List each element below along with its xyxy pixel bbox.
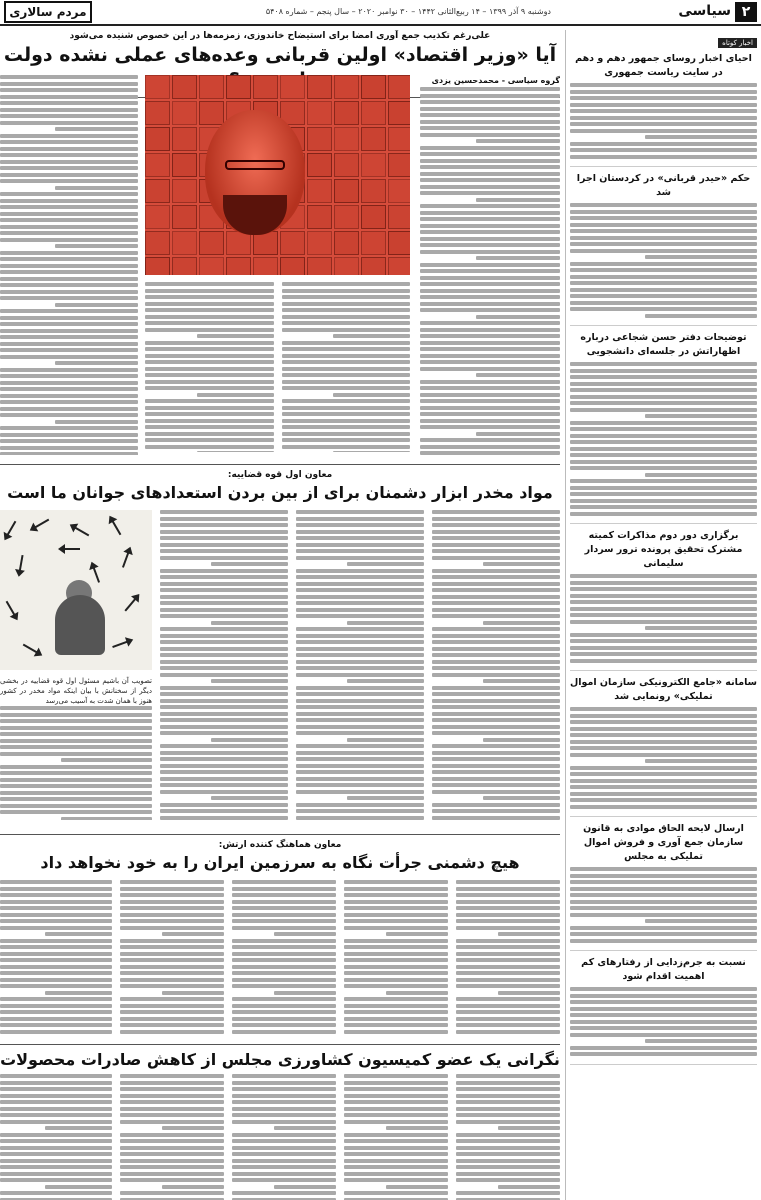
sidebar-story-title: سامانه «جامع الکترونیکی سازمان اموال تملیکی» رونمایی شد [570,677,757,702]
sidebar-story-title: برگزاری دور دوم مذاکرات کمیته مشترک تحقیق پرونده ترور سردار سلیمانی [584,530,743,569]
judiciary-kicker: معاون اول قوه قضاییه: [227,470,333,480]
agri-column-2 [344,1074,448,1200]
army-kicker: معاون هماهنگ کننده ارتش: [218,840,342,850]
finance-minister-photo [145,75,410,275]
section-name: سیاسی [678,3,731,19]
sidebar-story [570,172,757,326]
body-text-lines [120,880,224,1035]
agriculture-headline: نگرانی یک عضو کمیسیون کشاورزی مجلس از کاهش صادرات محصولات [0,1050,560,1069]
dateline: دوشنبه ۹ آذر ۱۳۹۹ – ۱۴ ربیع‌الثانی ۱۴۴۲ – ۳۰ نوامبر ۲۰۲۰ – سال پنجم – شماره ۵۴۰۸ [265,7,551,16]
army-column-3 [232,880,336,1035]
army-column-4 [120,880,224,1035]
army-headline: هیچ دشمنی جرأت نگاه به سرزمین ایران را به خود نخواهد داد [40,853,520,872]
lead-column-1 [420,75,560,455]
body-text-lines [296,510,424,820]
body-text-lines [344,1074,448,1200]
sidebar-news-briefs [565,30,761,1200]
body-text-lines [570,707,757,809]
page-number: ۲ [735,2,757,22]
agri-column-1 [456,1074,560,1200]
sidebar-story [570,956,757,1065]
body-text-lines [282,282,410,452]
body-text-lines [570,867,757,943]
body-text-lines [120,1074,224,1200]
masthead [0,0,761,26]
sidebar-tag: اخبار کوتاه [718,38,757,48]
body-text-lines [160,510,288,820]
army-column-1 [456,880,560,1035]
body-text-lines [344,880,448,1035]
judiciary-column-1 [432,510,560,820]
lead-column-4 [0,75,138,455]
body-text-lines [232,880,336,1035]
sidebar-story-title: احیای اخبار روسای جمهور دهم و دهم در سایت ریاست جمهوری [575,53,752,78]
lead-article [0,30,560,455]
sidebar-story [570,529,757,671]
sidebar-story [570,331,757,524]
agri-column-4 [120,1074,224,1200]
body-text-lines [0,880,112,1035]
body-text-lines [570,362,757,516]
judiciary-column-4 [0,676,152,820]
photo-caption: تصویب آن باشیم مسئول اول قوه قضاییه در بخشی دیگر از سخنانش با بیان اینکه مواد مخدر در کشور هنوز با همان شدت به آسیب می‌رسد [0,677,152,705]
lead-byline: گروه سیاسی - محمدحسین یزدی [431,76,560,85]
sidebar-story-title: ارسال لایحه الحاق موادی به قانون سازمان جمع آوری و فروش اموال تملیکی به مجلس [583,823,744,862]
body-text-lines [145,282,274,452]
body-text-lines [0,706,152,820]
body-text-lines [456,880,560,1035]
body-text-lines [420,87,560,455]
judiciary-article [0,460,560,825]
sidebar-story-title: توضیحات دفتر حسن شجاعی درباره اظهاراتش در جلسه‌ای دانشجویی [580,332,747,357]
sidebar-story [570,52,757,167]
army-article [0,830,560,1035]
lead-column-2 [282,282,410,452]
lead-column-3 [145,282,274,452]
lead-headline: آیا «وزیر اقتصاد» اولین قربانی وعده‌های عملی نشده دولت [3,44,557,66]
army-column-2 [344,880,448,1035]
sidebar-story-title: نسبت به جرم‌زدایی از رفتارهای کم اهمیت اقدام شود [581,957,746,982]
judiciary-headline: مواد مخدر ابزار دشمنان برای از بین بردن استعدادهای جوانان ما است [7,483,553,502]
body-text-lines [570,574,757,663]
body-text-lines [456,1074,560,1200]
agriculture-article [0,1040,560,1200]
body-text-lines [232,1074,336,1200]
body-text-lines [432,510,560,820]
judiciary-column-3 [160,510,288,820]
arrows-photo [0,510,152,670]
sidebar-story [570,676,757,817]
sidebar-story-title: حکم «حیدر قربانی» در کردستان اجرا شد [576,173,751,198]
sidebar-story [570,822,757,951]
main-content [0,30,560,1200]
body-text-lines [570,203,757,318]
body-text-lines [570,83,757,159]
body-text-lines [570,987,757,1056]
body-text-lines [0,1074,112,1200]
judiciary-column-2 [296,510,424,820]
body-text-lines [0,75,138,455]
agri-column-3 [232,1074,336,1200]
newspaper-logo: مردم سالاری [4,1,92,23]
army-column-5 [0,880,112,1035]
agri-column-5 [0,1074,112,1200]
lead-kicker: علی‌رغم تکذیب جمع آوری امضا برای استیضاح خاندوزی، زمزمه‌ها در این خصوص شنیده می‌شود [69,31,491,41]
